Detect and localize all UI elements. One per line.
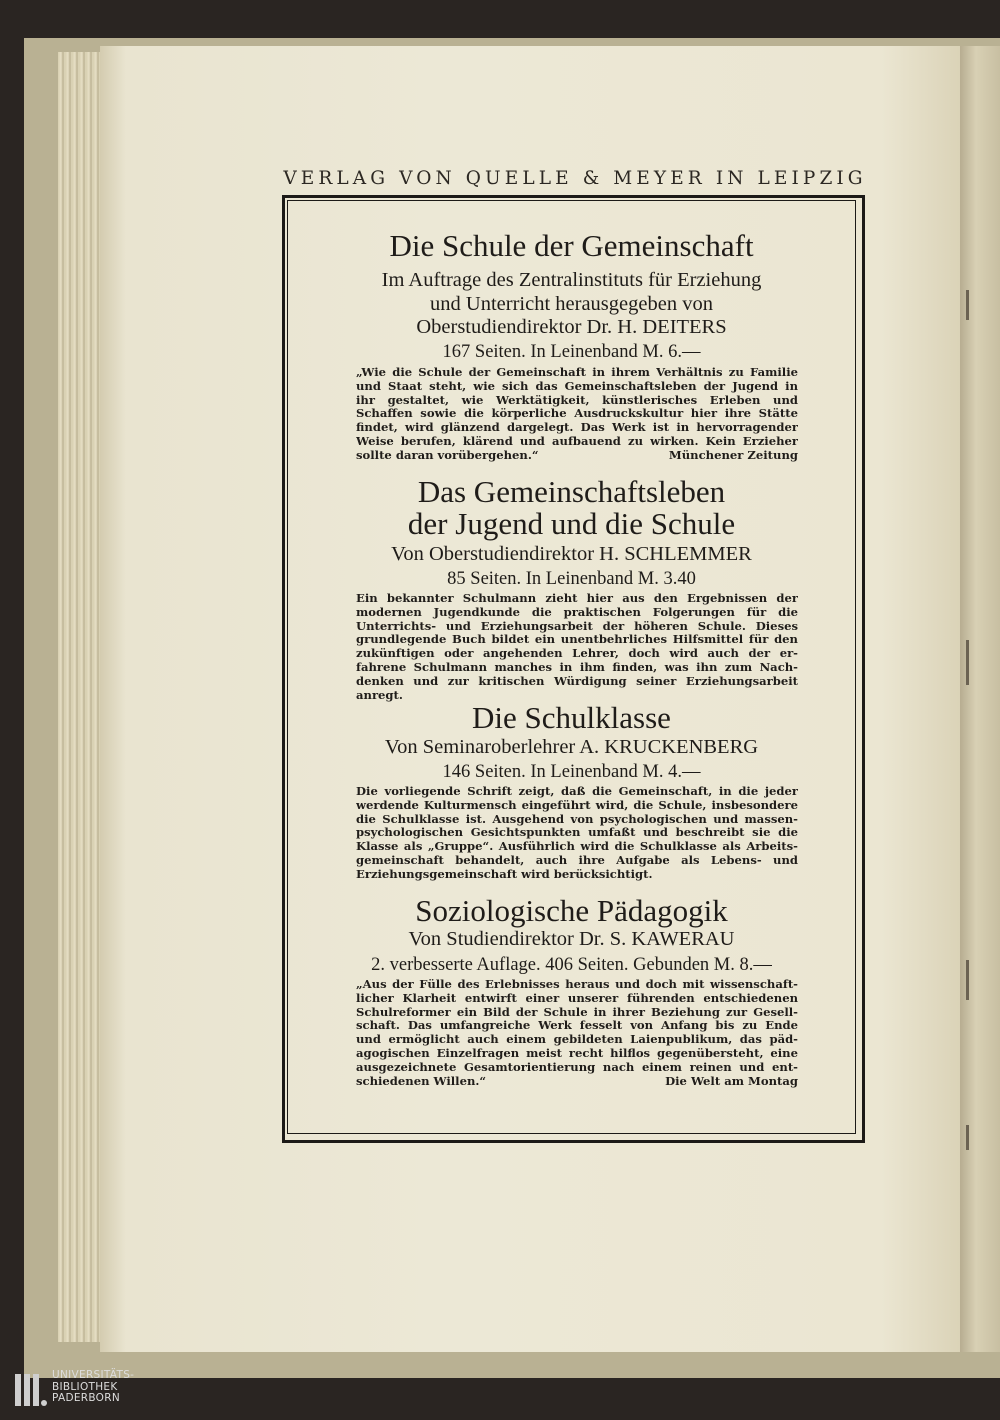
book-author: Von Oberstudiendirektor H. SCHLEMMER [391, 543, 752, 565]
review-line: sollte daran vorübergehen.“ [356, 448, 539, 462]
review-line: modernen Jugendkunde die praktischen Folgerungen für die [356, 605, 798, 619]
review-line: Schaffen sowie die körperliche Ausdruckskultur hier ihre Stätte [356, 407, 798, 421]
review-line: gemeinschaft behandelt, auch ihre Aufgabe als Lebens- und [356, 853, 798, 867]
review-line: Unterrichts- und Erziehungsarbeit der höheren Schule. Dieses [356, 619, 798, 633]
review-line: und Staat steht, wie sich das Gemeinschaftsleben der Jugend in [356, 379, 798, 393]
review-line: denken und zur kritischen Würdigung seiner Erziehungsarbeit [356, 674, 798, 688]
book-price: 167 Seiten. In Leinenband M. 6.— [442, 342, 701, 362]
library-logo-line: UNIVERSITÄTS- [52, 1369, 135, 1381]
review-line: Die vorliegende Schrift zeigt, daß die Gemeinschaft, in die jeder [356, 785, 798, 798]
review-line: schaft. Das umfangreiche Werk fesselt von Anfang bis zu Ende [356, 1019, 798, 1033]
review-line: findet, wird glänzend dargelegt. Das Werk ist in hervorragender [356, 421, 798, 435]
review-line: werdende Kulturmensch eingeführt wird, die Schule, insbesondere [356, 798, 798, 812]
review-line: Ein bekannter Schulmann zieht hier aus den Ergebnissen der [356, 592, 798, 605]
review-line: schiedenen Willen.“ [356, 1074, 487, 1088]
review-line: „Wie die Schule der Gemeinschaft in ihrem Verhältnis zu Familie [356, 366, 798, 379]
review-line: zukünftigen oder angehenden Lehrer, doch wird auch der er- [356, 647, 798, 661]
review-line: und ermöglicht auch einem gebildeten Laienpublikum, das päd- [356, 1033, 798, 1047]
review-source: Münchener Zeitung [668, 448, 798, 462]
review-last-line [356, 449, 798, 463]
book-price: 146 Seiten. In Leinenband M. 4.— [442, 762, 701, 782]
book-title: Soziologische Pädagogik [415, 893, 728, 928]
library-logo [14, 1370, 194, 1412]
review-line: Schulreformer ein Bild der Schule in ihrer Beziehung zur Gesell- [356, 1005, 798, 1019]
book-review [356, 978, 798, 1088]
book-subtitle: Im Auftrage des Zentralinstituts für Erziehung [381, 269, 762, 291]
binding-stitch [966, 960, 969, 1000]
binding-stitch [966, 1125, 969, 1150]
book-price: 2. verbesserte Auflage. 406 Seiten. Gebunden M. 8.— [371, 955, 772, 975]
book-title: der Jugend und die Schule [407, 506, 736, 541]
review-line: „Aus der Fülle des Erlebnisses heraus und doch mit wissenschaft- [356, 978, 798, 991]
review-line: Klasse als „Gruppe“. Ausführlich wird die Schulklasse als Arbeits- [356, 840, 798, 854]
publisher-header: VERLAG VON QUELLE & MEYER IN LEIPZIG [283, 168, 867, 189]
book-title: Das Gemeinschaftsleben [417, 474, 726, 509]
review-line: licher Klarheit entwirft einer unserer führenden entschiedenen [356, 991, 798, 1005]
book-subtitle: und Unterricht herausgegeben von [430, 293, 713, 315]
book-review [356, 366, 798, 463]
review-line: ihr gestaltet, wie Werktätigkeit, künstlerisches Erleben und [356, 393, 798, 407]
review-last-line [356, 1075, 798, 1089]
review-line: agogischen Einzelfragen meist recht hilflos gegenübersteht, eine [356, 1046, 798, 1060]
binding-stitch [966, 640, 969, 685]
review-source: Die Welt am Montag [665, 1074, 798, 1088]
review-line: grundlegende Buch bildet ein unentbehrliches Hilfsmittel für den [356, 633, 798, 647]
book-price: 85 Seiten. In Leinenband M. 3.40 [447, 569, 696, 589]
review-line: Weise berufen, klärend und aufbauend zu wirken. Kein Erzieher [356, 434, 798, 448]
library-logo-icon [14, 1372, 48, 1408]
book-title: Die Schulklasse [472, 700, 671, 735]
review-line: ausgezeichnete Gesamtorientierung nach einem reinen und ent- [356, 1060, 798, 1074]
book-title: Die Schule der Gemeinschaft [389, 228, 754, 263]
review-line: fahrene Schulmann manches in ihm finden, was ihn zum Nach- [356, 660, 798, 674]
book-author: Von Seminaroberlehrer A. KRUCKENBERG [384, 736, 759, 758]
book-author: Von Studiendirektor Dr. S. KAWERAU [408, 928, 735, 950]
book-author: Oberstudiendirektor Dr. H. DEITERS [416, 316, 727, 338]
review-line: psychologischen Gesichtspunkten umfaßt und beschreibt sie die [356, 826, 798, 840]
book-gutter [960, 46, 1000, 1352]
book-review [356, 592, 798, 702]
library-logo-line: BIBLIOTHEK [52, 1380, 118, 1393]
binding-stitch [966, 290, 969, 320]
review-line: die Schulklasse ist. Ausgehend von psychologischen und massen- [356, 812, 798, 826]
library-logo-line: PADERBORN [52, 1392, 120, 1404]
review-line: anregt. [356, 688, 403, 702]
review-line: Erziehungsgemeinschaft wird berücksichtigt. [356, 867, 653, 881]
book-review [356, 785, 798, 882]
